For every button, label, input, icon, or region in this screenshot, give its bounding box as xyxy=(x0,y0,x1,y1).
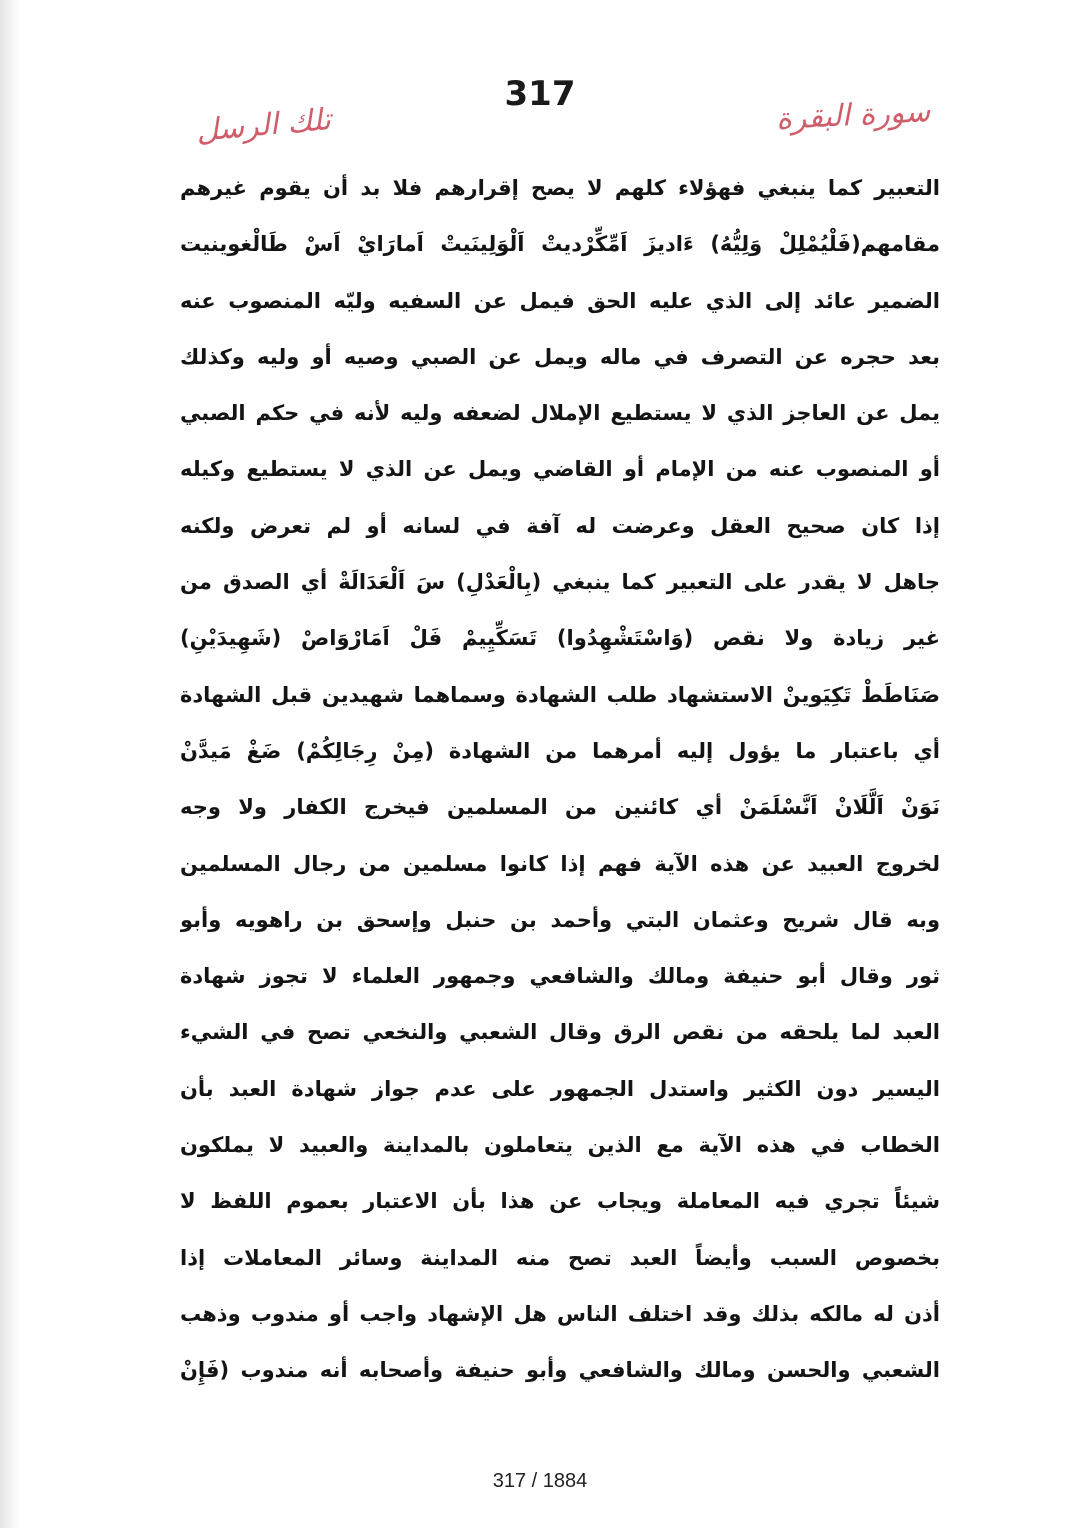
text-line: أي باعتبار ما يؤول إليه أمرهما من الشهادة (مِنْ رِجَالِكُمْ) ضَغْ مَيدَّنْ xyxy=(180,738,940,763)
text-line: الشعبي والحسن ومالك والشافعي وأبو حنيفة وأصحابه أنه مندوب (فَإِنْ xyxy=(180,1358,940,1383)
text-line: أو المنصوب عنه من الإمام أو القاضي ويمل عن الذي لا يستطيع وكيله xyxy=(180,457,940,482)
text-line: بخصوص السبب وأيضاً العبد تصح منه المداينة وسائر المعاملات إذا xyxy=(180,1245,940,1270)
page-counter: 317 / 1884 xyxy=(492,1470,588,1492)
text-line: وبه قال شريح وعثمان البتي وأحمد بن حنبل وإسحق بن راهويه وأبو xyxy=(180,907,940,932)
scan-page-edge xyxy=(0,0,20,1528)
text-line: الخطاب في هذه الآية مع الذين يتعاملون بالمداينة والعبيد لا يملكون xyxy=(180,1133,940,1158)
text-line: غير زيادة ولا نقص (وَاسْتَشْهِدُوا) تَسَكِّيِيمْ فَلْ اَمَارْوَاصْ (شَهِيدَيْنِ) xyxy=(180,626,940,651)
text-line: يمل عن العاجز الذي لا يستطيع الإملال لضعفه وليه لأنه في حكم الصبي xyxy=(180,401,940,426)
text-line: التعبير كما ينبغي فهؤلاء كلهم لا يصح إقرارهم فلا بد أن يقوم غيرهم xyxy=(180,176,940,200)
text-line: إذا كان صحيح العقل وعرضت له آفة في لسانه أو لم تعرض ولكنه xyxy=(180,513,940,538)
text-line: شيئاً تجري فيه المعاملة ويجاب عن هذا بأن الاعتبار بعموم اللفظ لا xyxy=(180,1189,940,1214)
text-line: الضمير عائد إلى الذي عليه الحق فيمل عن السفيه وليّه المنصوب عنه xyxy=(180,288,940,313)
text-line: ثور وقال أبو حنيفة ومالك والشافعي وجمهور العلماء لا تجوز شهادة xyxy=(180,964,940,989)
text-line: مقامهم(فَلْيُمْلِلْ وَلِيُّهُ) ءَاديزَ اَمِّكِّرْديتْ اَلْوَلِينَيتْ اَمارَايْ اَسْ طَالْغوينيت xyxy=(180,232,940,257)
page-number: 317 xyxy=(504,74,576,114)
text-line: أذن له مالكه بذلك وقد اختلف الناس هل الإشهاد واجب أو مندوب وذهب xyxy=(180,1301,940,1326)
text-line: لخروج العبيد عن هذه الآية فهم إذا كانوا مسلمين من رجال المسلمين xyxy=(180,851,940,876)
handwritten-juz-name: تلك الرسل xyxy=(194,102,333,149)
text-line: اليسير دون الكثير واستدل الجمهور على عدم جواز شهادة العبد بأن xyxy=(180,1076,940,1101)
handwritten-surah-name: سورة البقرة xyxy=(774,93,931,138)
text-line: جاهل لا يقدر على التعبير كما ينبغي (بِالْعَدْلِ) سَ اَلْعَدَالَةْ أي الصدق من xyxy=(180,570,940,595)
text-line: بعد حجره عن التصرف في ماله ويمل عن الصبي وصيه أو وليه وكذلك xyxy=(180,344,940,369)
body-text xyxy=(180,160,940,1399)
text-line: نَوَنْ اَلَّلَانْ اَنَّسْلَمَنْ أي كائنين من المسلمين فيخرج الكفار ولا وجه xyxy=(180,795,940,820)
text-line: صَنَاطَطْ تَكِيَوينْ الاستشهاد طلب الشهادة وسماهما شهيدين قبل الشهادة xyxy=(180,682,940,707)
text-line: العبد لما يلحقه من نقص الرق وقال الشعبي والنخعي تصح في الشيء xyxy=(180,1020,940,1045)
